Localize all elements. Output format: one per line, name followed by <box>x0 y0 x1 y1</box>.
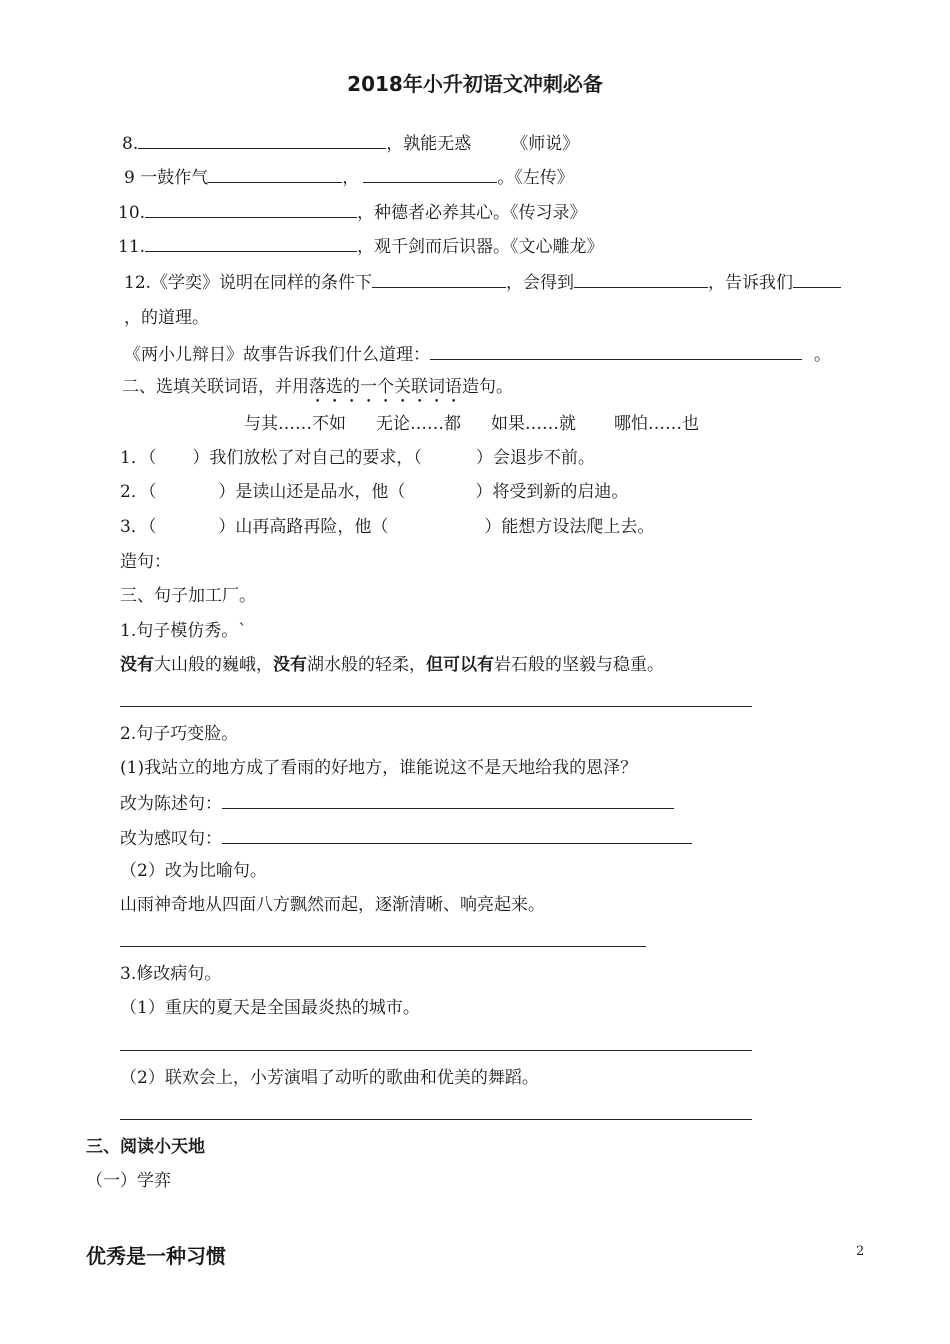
s2-q1-c: ）会退步不前。 <box>475 448 595 468</box>
q12-continuation: ，的道理。 <box>124 308 209 328</box>
q13-end: 。 <box>814 345 831 365</box>
q11-number: 11. <box>118 237 146 257</box>
q11-blank[interactable] <box>145 233 357 252</box>
connective-options <box>244 412 699 436</box>
q10-source: 《传习录》 <box>510 203 587 223</box>
answer-line-correction-1[interactable] <box>120 1050 752 1051</box>
s2-q3-b: ）山再高路再险，他（ <box>218 517 389 537</box>
transform-q1: (1)我站立的地方成了看雨的好地方，谁能说这不是天地给我的恩泽？ <box>120 758 638 778</box>
exclamatory-label: 改为感叹句： <box>120 829 222 849</box>
imitation-title: 1.句子模仿秀。` <box>120 621 247 641</box>
section-3-heading: 三、句子加工厂。 <box>120 586 256 606</box>
q10-number: 10. <box>118 203 146 223</box>
section-2-heading <box>122 375 513 407</box>
q12-blank-2[interactable] <box>574 269 708 288</box>
option-4: 哪怕……也 <box>614 414 699 434</box>
q9-blank-1[interactable] <box>208 164 342 183</box>
s2-q2-b: ）是读山还是品水，他（ <box>218 482 406 502</box>
bold-keyword-3: 但可以有 <box>426 655 494 675</box>
s2-q3-a: 3．（ <box>120 517 157 537</box>
page-title: 2018年小升初语文冲刺必备 <box>347 72 603 96</box>
q12-text-a: 12.《学奕》说明在同样的条件下 <box>124 273 373 293</box>
example-part-3: 岩石般的坚毅与稳重。 <box>494 655 664 675</box>
correction-title: 3.修改病句。 <box>120 964 222 984</box>
option-3: 如果……就 <box>491 414 576 434</box>
declarative-row <box>120 790 674 816</box>
declarative-label: 改为陈述句： <box>120 794 222 814</box>
question-8 <box>122 130 579 156</box>
s2-question-2 <box>120 480 628 504</box>
q9-source: 《左传》 <box>514 168 574 188</box>
q8-source: 《师说》 <box>511 134 580 154</box>
footer-motto: 优秀是一种习惯 <box>86 1244 226 1268</box>
s2-q2-c: ）将受到新的启迪。 <box>475 482 629 502</box>
reading-subheading: （一）学弈 <box>86 1171 171 1191</box>
answer-line-correction-2[interactable] <box>120 1119 752 1120</box>
option-1: 与其……不如 <box>244 414 346 434</box>
q8-number: 8. <box>122 134 139 154</box>
q12-text-b: ，会得到 <box>506 273 575 293</box>
example-part-2: 湖水般的轻柔， <box>307 655 426 675</box>
exclamatory-row <box>120 825 692 851</box>
bold-keyword-1: 没有 <box>120 655 154 675</box>
q13-blank[interactable] <box>430 341 802 360</box>
q9-number: 9 一鼓作气 <box>124 168 209 188</box>
q11-source: 《文心雕龙》 <box>510 237 604 257</box>
option-2: 无论……都 <box>376 414 461 434</box>
q10-blank[interactable] <box>145 199 357 218</box>
q11-text: ，观千剑而后识器。 <box>357 237 511 257</box>
question-9 <box>124 164 574 190</box>
q12-text-c: ，告诉我们 <box>708 273 794 293</box>
q10-text: ，种德者必养其心。 <box>357 203 511 223</box>
correction-q1: （1）重庆的夏天是全国最炎热的城市。 <box>120 998 420 1018</box>
s2-question-1 <box>120 446 595 470</box>
answer-line-metaphor[interactable] <box>120 946 646 947</box>
metaphor-source: 山雨神奇地从四面八方飘然而起，逐渐清晰、响亮起来。 <box>120 895 545 915</box>
s2-q1-b: ）我们放松了对自己的要求，（ <box>192 448 422 468</box>
s2-heading-pre: 二、选填关联词语，并用 <box>122 377 309 397</box>
question-10 <box>118 199 587 225</box>
s2-heading-post: 造句。 <box>462 377 513 397</box>
s2-question-3 <box>120 515 654 539</box>
q9-blank-2[interactable] <box>363 164 497 183</box>
page-number: 2 <box>856 1244 865 1259</box>
s2-q1-a: 1．（ <box>120 448 157 468</box>
answer-line-imitation[interactable] <box>120 706 752 707</box>
q8-blank[interactable] <box>138 130 386 149</box>
question-13 <box>124 341 831 367</box>
s2-heading-emphasis: 落选的一个关联词语 <box>309 377 462 397</box>
question-12 <box>124 269 841 295</box>
metaphor-title: （2）改为比喻句。 <box>120 861 267 881</box>
example-part-1: 大山般的巍峨， <box>154 655 273 675</box>
reading-heading: 三、阅读小天地 <box>86 1137 205 1157</box>
bold-keyword-2: 没有 <box>273 655 307 675</box>
q12-blank-3[interactable] <box>793 269 841 288</box>
q9-sep: ， <box>342 168 360 188</box>
declarative-blank[interactable] <box>222 790 674 809</box>
imitation-example <box>120 653 664 677</box>
q13-text: 《两小儿辩日》故事告诉我们什么道理： <box>124 345 430 365</box>
q12-blank-1[interactable] <box>372 269 506 288</box>
s2-q3-c: ）能想方设法爬上去。 <box>484 517 655 537</box>
q9-end: 。 <box>497 168 515 188</box>
q8-text: ，孰能无惑 <box>386 134 472 154</box>
transform-title: 2.句子巧变脸。 <box>120 724 239 744</box>
question-11 <box>118 233 604 259</box>
correction-q2: （2）联欢会上，小芳演唱了动听的歌曲和优美的舞蹈。 <box>120 1068 539 1088</box>
s2-q2-a: 2．（ <box>120 482 157 502</box>
exclamatory-blank[interactable] <box>222 825 692 844</box>
make-sentence-label: 造句： <box>120 552 171 572</box>
